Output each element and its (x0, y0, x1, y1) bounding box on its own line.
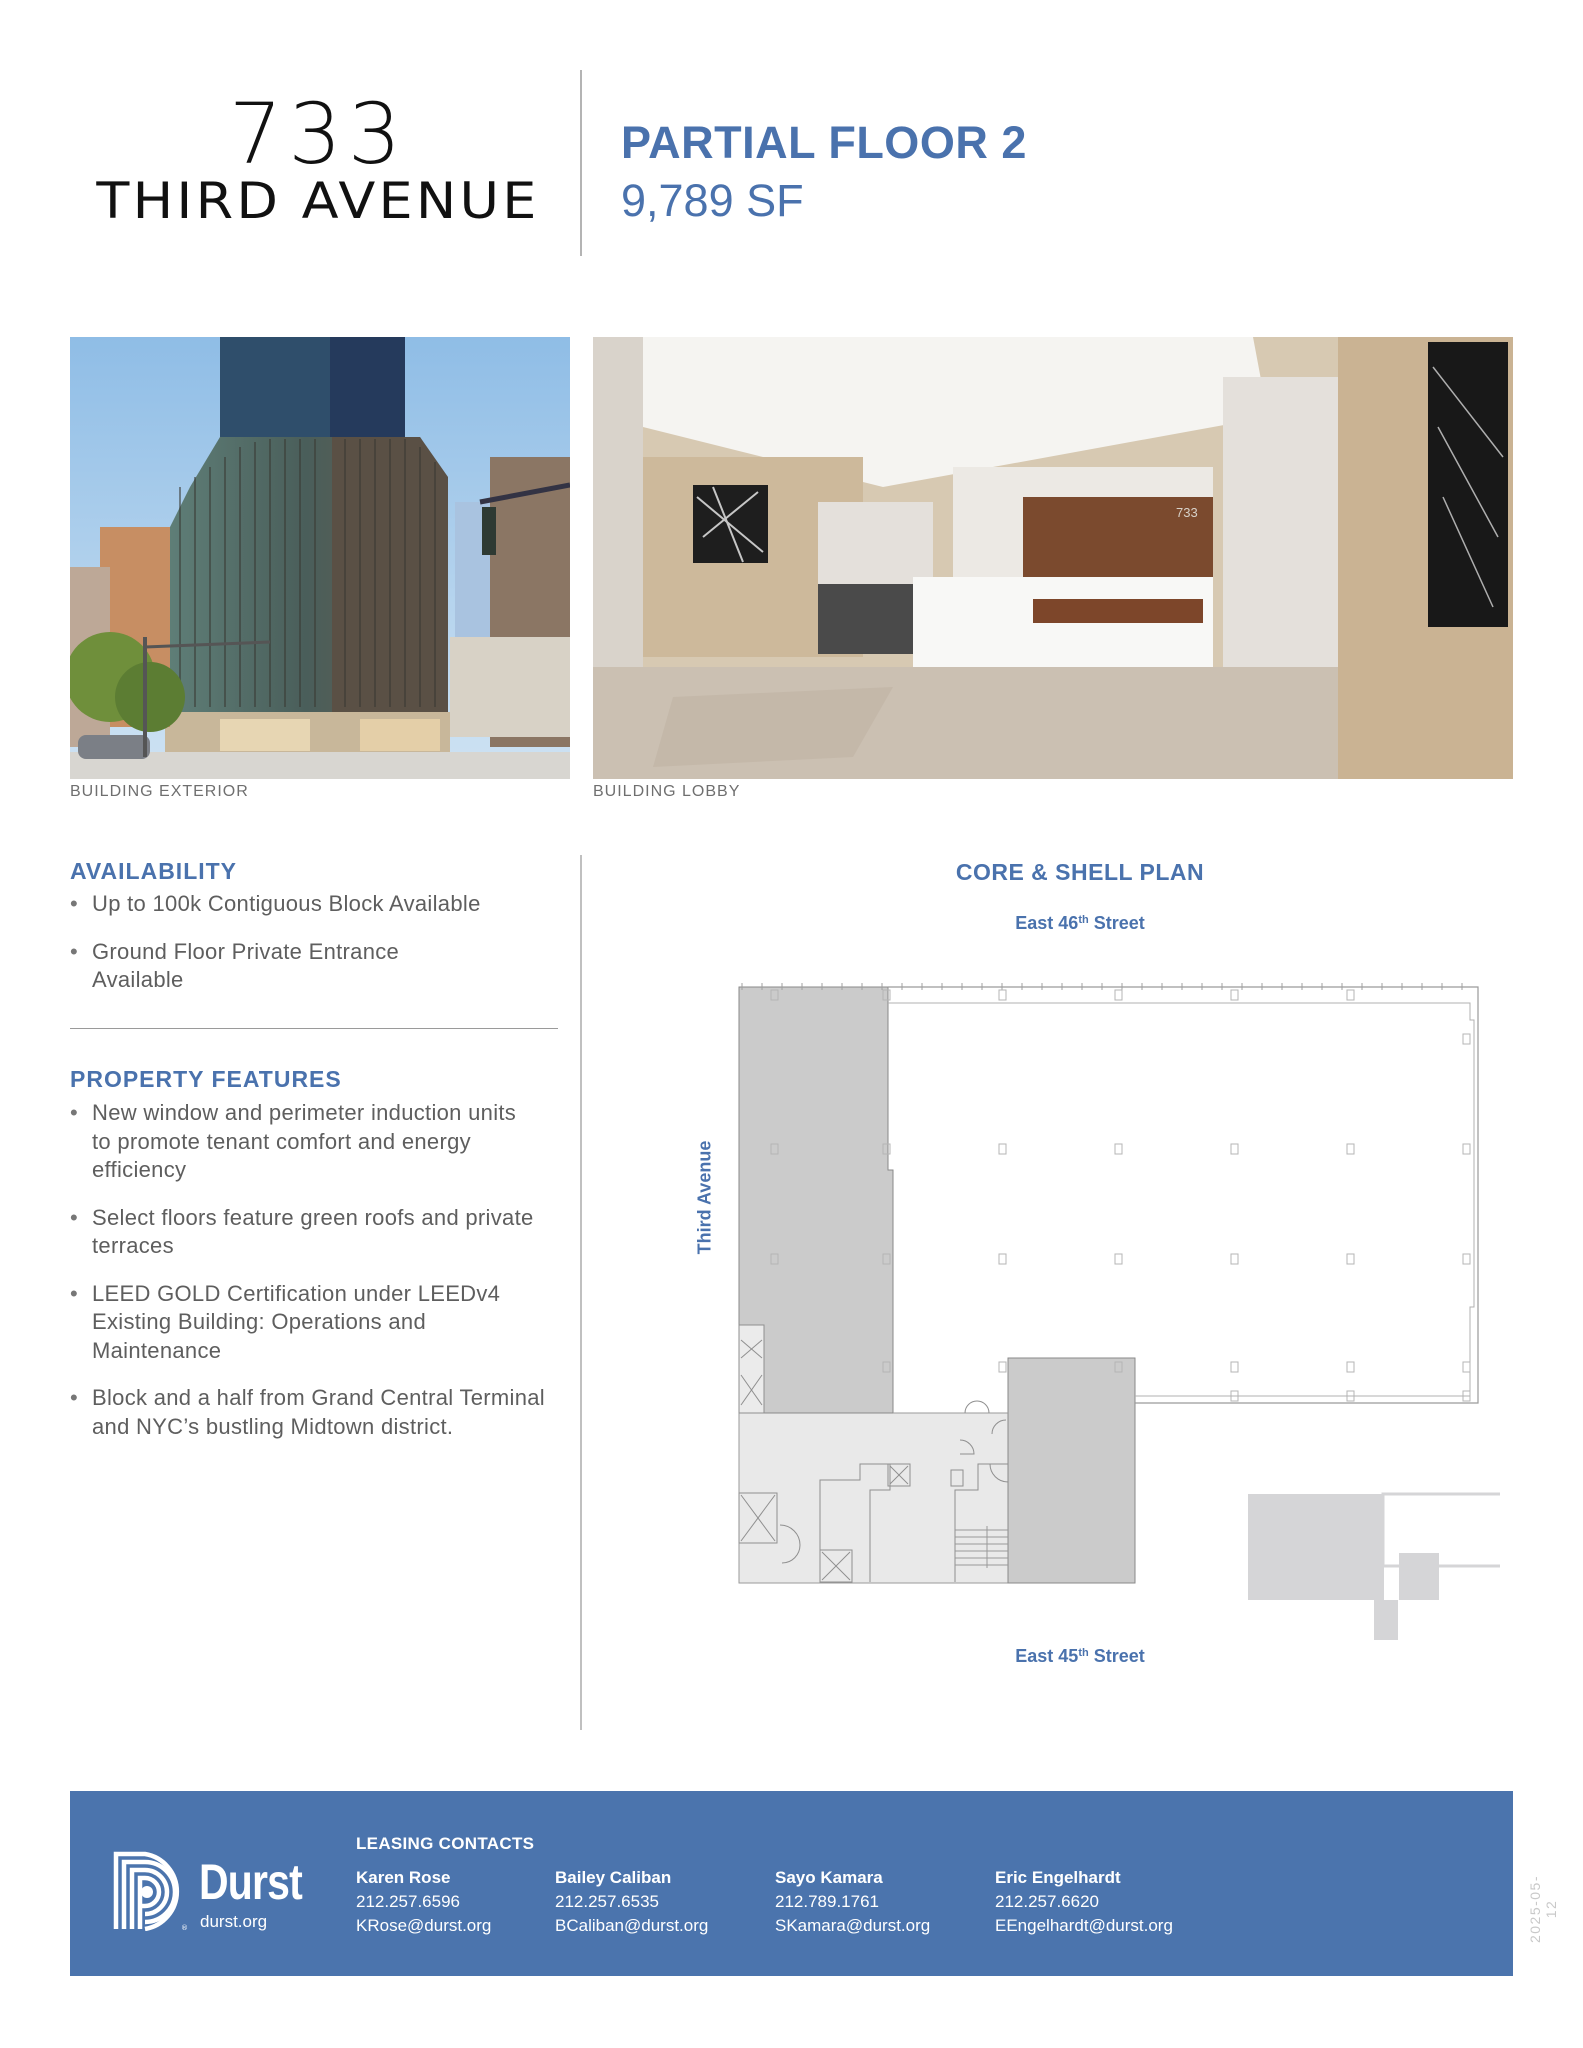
north-street-label: East 46th Street (1015, 913, 1145, 933)
contact-phone[interactable]: 212.789.1761 (775, 1892, 879, 1911)
availability-item: • Ground Floor Private Entrance Available (70, 938, 470, 995)
contact-email[interactable]: KRose@durst.org (356, 1916, 492, 1935)
durst-logo-icon (113, 1849, 195, 1931)
building-exterior-photo (70, 337, 570, 779)
key-plan-diagram (1230, 1480, 1500, 1640)
contact-email[interactable]: BCaliban@durst.org (555, 1916, 709, 1935)
west-street-label: Third Avenue (694, 1140, 715, 1255)
plan-title: CORE & SHELL PLAN (955, 859, 1205, 885)
exterior-caption: BUILDING EXTERIOR (70, 783, 249, 800)
contact-name: Bailey Caliban (555, 1868, 672, 1887)
durst-wordmark: Durst (199, 1854, 302, 1910)
contact-name: Karen Rose (356, 1868, 451, 1887)
contact-card (555, 1866, 708, 1938)
contact-phone[interactable]: 212.257.6596 (356, 1892, 460, 1911)
contact-name: Eric Engelhardt (995, 1868, 1121, 1887)
property-features-list (70, 1099, 550, 1460)
building-lobby-illustration (593, 337, 1513, 779)
building-lobby-photo (593, 337, 1513, 779)
date-stamp: 2025-05-12 (1527, 1874, 1559, 1944)
contact-card (775, 1866, 930, 1938)
feature-item: • LEED GOLD Certification under LEEDv4 Existing Building: Operations and Maintenance (70, 1280, 550, 1366)
contact-email[interactable]: EEngelhardt@durst.org (995, 1916, 1173, 1935)
south-street-label: East 45th Street (1015, 1646, 1145, 1666)
availability-heading: AVAILABILITY (70, 858, 238, 884)
contact-phone[interactable]: 212.257.6535 (555, 1892, 659, 1911)
building-street-name: THIRD AVENUE (96, 172, 540, 230)
leasing-contacts-heading: LEASING CONTACTS (356, 1834, 535, 1853)
lobby-sign-733: 733 (1176, 505, 1198, 520)
contact-card (356, 1866, 491, 1938)
durst-url[interactable]: durst.org (200, 1912, 268, 1931)
contact-card (995, 1866, 1173, 1938)
property-features-heading: PROPERTY FEATURES (70, 1066, 342, 1092)
floor-title: PARTIAL FLOOR 2 (621, 117, 1027, 168)
availability-list (70, 890, 550, 1014)
feature-item: • Block and a half from Grand Central Terminal and NYC’s bustling Midtown district. (70, 1384, 550, 1441)
floor-size: 9,789 SF (621, 175, 804, 226)
feature-item: • Select floors feature green roofs and private terraces (70, 1204, 540, 1261)
availability-item: • Up to 100k Contiguous Block Available (70, 890, 550, 919)
contact-phone[interactable]: 212.257.6620 (995, 1892, 1099, 1911)
header-divider (580, 70, 582, 256)
svg-text:®: ® (181, 1924, 188, 1931)
column-divider (580, 855, 582, 1730)
section-divider (70, 1028, 558, 1029)
contact-email[interactable]: SKamara@durst.org (775, 1916, 931, 1935)
lobby-caption: BUILDING LOBBY (593, 783, 741, 800)
contact-name: Sayo Kamara (775, 1868, 883, 1887)
feature-item: • New window and perimeter induction units to promote tenant comfort and energy efficiency (70, 1099, 540, 1185)
building-number: 733 (228, 85, 408, 183)
building-exterior-illustration (70, 337, 570, 779)
